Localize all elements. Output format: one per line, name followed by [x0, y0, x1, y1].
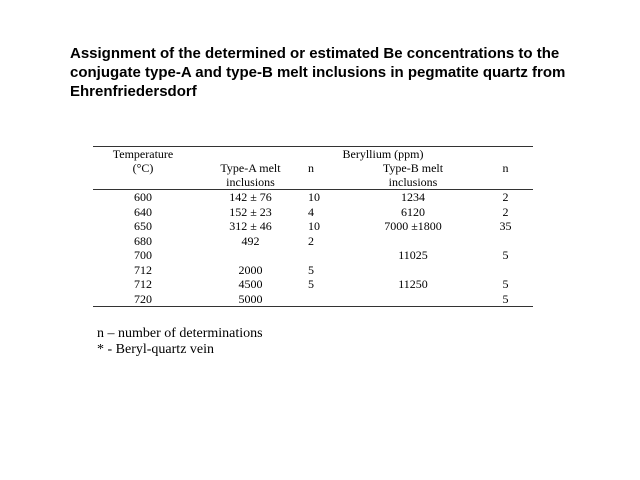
header-type-b: Type-B melt	[382, 161, 444, 175]
note-n-definition: n – number of determinations	[97, 326, 263, 341]
cell-type-a: 142 ± 76	[229, 190, 272, 205]
header-type-a-line2: inclusions	[226, 175, 275, 189]
page-title: Assignment of the determined or estimated Be concentrations to the conjugate type-A and type-B melt inclusions in pegmatite quartz from Ehrenfriedersdorf	[70, 45, 566, 100]
cell-type-b: 11250	[398, 277, 428, 292]
table-row	[93, 234, 533, 249]
cell-type-a: 4500	[238, 277, 263, 292]
header-n-a: n	[308, 161, 314, 175]
cell-n-a: 10	[308, 219, 320, 234]
cell-n-a: 10	[308, 190, 320, 205]
cell-n-a	[308, 292, 348, 307]
cell-n-a	[308, 248, 348, 263]
cell-type-a	[193, 248, 308, 263]
cell-temperature: 712	[134, 262, 152, 277]
table-row	[93, 190, 533, 205]
cell-n-b: 5	[502, 277, 509, 292]
cell-type-b: 7000 ±1800	[384, 219, 442, 234]
cell-temperature: 600	[134, 190, 152, 205]
table-row	[93, 248, 533, 263]
cell-temperature: 712	[134, 277, 152, 292]
cell-temperature: 640	[134, 204, 152, 219]
beryllium-table	[93, 146, 533, 307]
cell-n-b	[478, 234, 533, 249]
cell-type-a: 5000	[238, 291, 263, 306]
cell-type-a: 2000	[238, 262, 263, 277]
header-temperature-unit: (°C)	[132, 161, 154, 175]
header-beryllium-group: Beryllium (ppm)	[342, 147, 424, 161]
cell-n-a: 5	[308, 262, 314, 277]
cell-type-b: 6120	[401, 204, 425, 219]
cell-type-b	[348, 263, 478, 278]
cell-n-b: 5	[502, 248, 509, 263]
cell-type-b: 11025	[398, 248, 428, 263]
cell-n-a: 4	[308, 204, 314, 219]
cell-type-b: 1234	[401, 190, 425, 205]
header-type-a: Type-A melt	[220, 161, 281, 175]
cell-type-b	[348, 234, 478, 249]
table-row	[93, 292, 533, 307]
cell-n-b: 2	[502, 204, 509, 219]
cell-type-b	[348, 292, 478, 307]
cell-n-b	[478, 263, 533, 278]
cell-type-a: 312 ± 46	[229, 219, 272, 234]
cell-temperature: 650	[134, 219, 152, 234]
cell-n-b: 2	[502, 190, 509, 205]
table-notes	[97, 326, 263, 358]
table-row	[93, 205, 533, 220]
table-row	[93, 277, 533, 292]
cell-n-a: 5	[308, 277, 314, 292]
table-row	[93, 263, 533, 278]
note-star-definition: * - Beryl-quartz vein	[97, 342, 215, 357]
cell-temperature: 720	[134, 291, 152, 306]
header-type-b-line2: inclusions	[388, 175, 438, 189]
table-row	[93, 219, 533, 234]
cell-type-a: 492	[241, 233, 260, 248]
header-temperature: Temperature	[112, 147, 174, 161]
cell-temperature: 700	[134, 248, 152, 263]
cell-n-b: 5	[502, 291, 509, 306]
cell-n-b: 35	[499, 219, 512, 234]
header-n-b: n	[502, 161, 509, 175]
cell-type-a: 152 ± 23	[229, 204, 272, 219]
cell-temperature: 680	[134, 233, 152, 248]
cell-n-a: 2	[308, 233, 314, 248]
